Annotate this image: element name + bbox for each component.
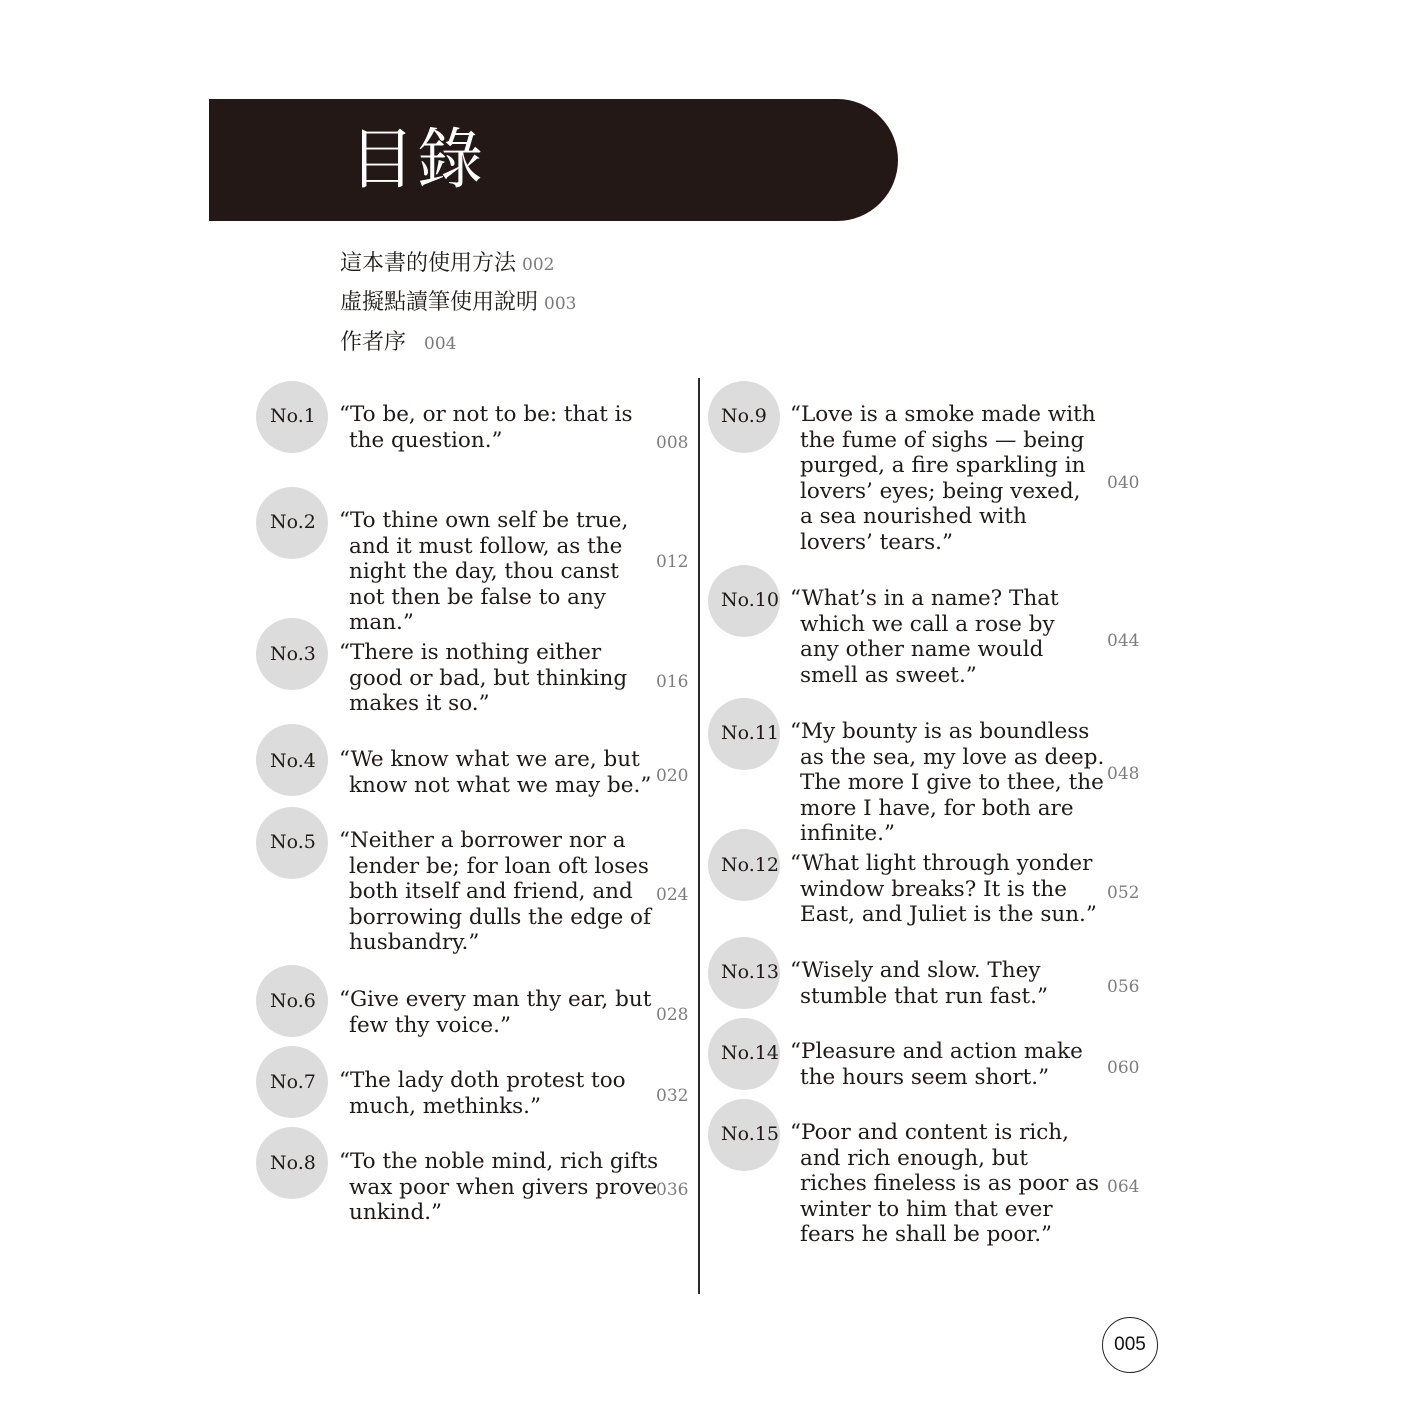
entry-page: 032 [656,1086,689,1106]
entry-page: 028 [656,1005,689,1025]
entry-number: No.7 [270,1071,316,1093]
entry-number: No.11 [721,722,779,744]
entry-number: No.12 [721,854,779,876]
entry-page: 040 [1107,473,1140,493]
entry-number: No.15 [721,1123,779,1145]
entry-quote: “The lady doth protest too much, methinks.” [339,1068,626,1119]
entry-page: 060 [1107,1058,1140,1078]
entry-number: No.8 [270,1152,316,1174]
entry-quote: “Pleasure and action make the hours seem short.” [790,1039,1083,1090]
front-matter-title: 作者序 [340,330,407,355]
entry-number: No.5 [270,831,316,853]
front-matter-title: 虛擬點讀筆使用說明 [340,290,539,315]
entry-quote: “My bounty is as boundless as the sea, my love as deep. The more I give to thee, the more I have, for both are infinite.” [790,719,1105,847]
entry-number: No.4 [270,750,316,772]
entry-quote: “To thine own self be true, and it must follow, as the night the day, thou canst not then be false to any man.” [339,508,629,636]
page-number: 005 [1102,1317,1158,1373]
entry-page: 008 [656,433,689,453]
front-matter-item[interactable] [340,249,554,280]
front-matter-item[interactable] [340,328,456,359]
front-matter-page: 004 [424,334,457,354]
entry-number: No.2 [270,511,316,533]
entry-number: No.1 [270,405,316,427]
entry-number: No.10 [721,589,779,611]
entry-quote: “What’s in a name? That which we call a rose by any other name would smell as sweet.” [790,586,1059,688]
entry-page: 012 [656,552,689,572]
front-matter-page: 003 [544,294,577,314]
entry-number: No.3 [270,643,316,665]
entry-page: 064 [1107,1177,1140,1197]
column-divider [698,378,700,1294]
entry-quote: “Love is a smoke made with the fume of sighs — being purged, a fire sparkling in lovers’ eyes; being vexed, a sea nourished with lovers’ tears.” [790,402,1096,555]
front-matter-page: 002 [522,255,555,275]
front-matter-item[interactable] [340,288,576,319]
entry-quote: “What light through yonder window breaks? It is the East, and Juliet is the sun.” [790,851,1097,928]
title-banner [209,99,898,221]
entry-quote: “Wisely and slow. They stumble that run fast.” [790,958,1048,1009]
entry-page: 024 [656,885,689,905]
entry-number: No.13 [721,961,779,983]
page-title: 目錄 [349,121,485,198]
entry-page: 044 [1107,631,1140,651]
entry-page: 016 [656,672,689,692]
entry-number: No.14 [721,1042,779,1064]
entry-quote: “Give every man thy ear, but few thy voice.” [339,987,652,1038]
front-matter-title: 這本書的使用方法 [340,251,517,276]
entry-quote: “Poor and content is rich, and rich enough, but riches fineless is as poor as winter to him that ever fears he shall be poor.” [790,1120,1100,1248]
entry-page: 036 [656,1180,689,1200]
entry-quote: “To the noble mind, rich gifts wax poor when givers prove unkind.” [339,1149,659,1226]
entry-page: 056 [1107,977,1140,997]
entry-page: 048 [1107,764,1140,784]
entry-number: No.6 [270,990,316,1012]
entry-number: No.9 [721,405,767,427]
entry-quote: “To be, or not to be: that is the question.” [339,402,633,453]
entry-page: 020 [656,766,689,786]
entry-quote: “We know what we are, but know not what we may be.” [339,747,652,798]
entry-quote: “Neither a borrower nor a lender be; for loan oft loses both itself and friend, and borrowing dulls the edge of husbandry.” [339,828,651,956]
entry-page: 052 [1107,883,1140,903]
entry-quote: “There is nothing either good or bad, but thinking makes it so.” [339,640,628,717]
